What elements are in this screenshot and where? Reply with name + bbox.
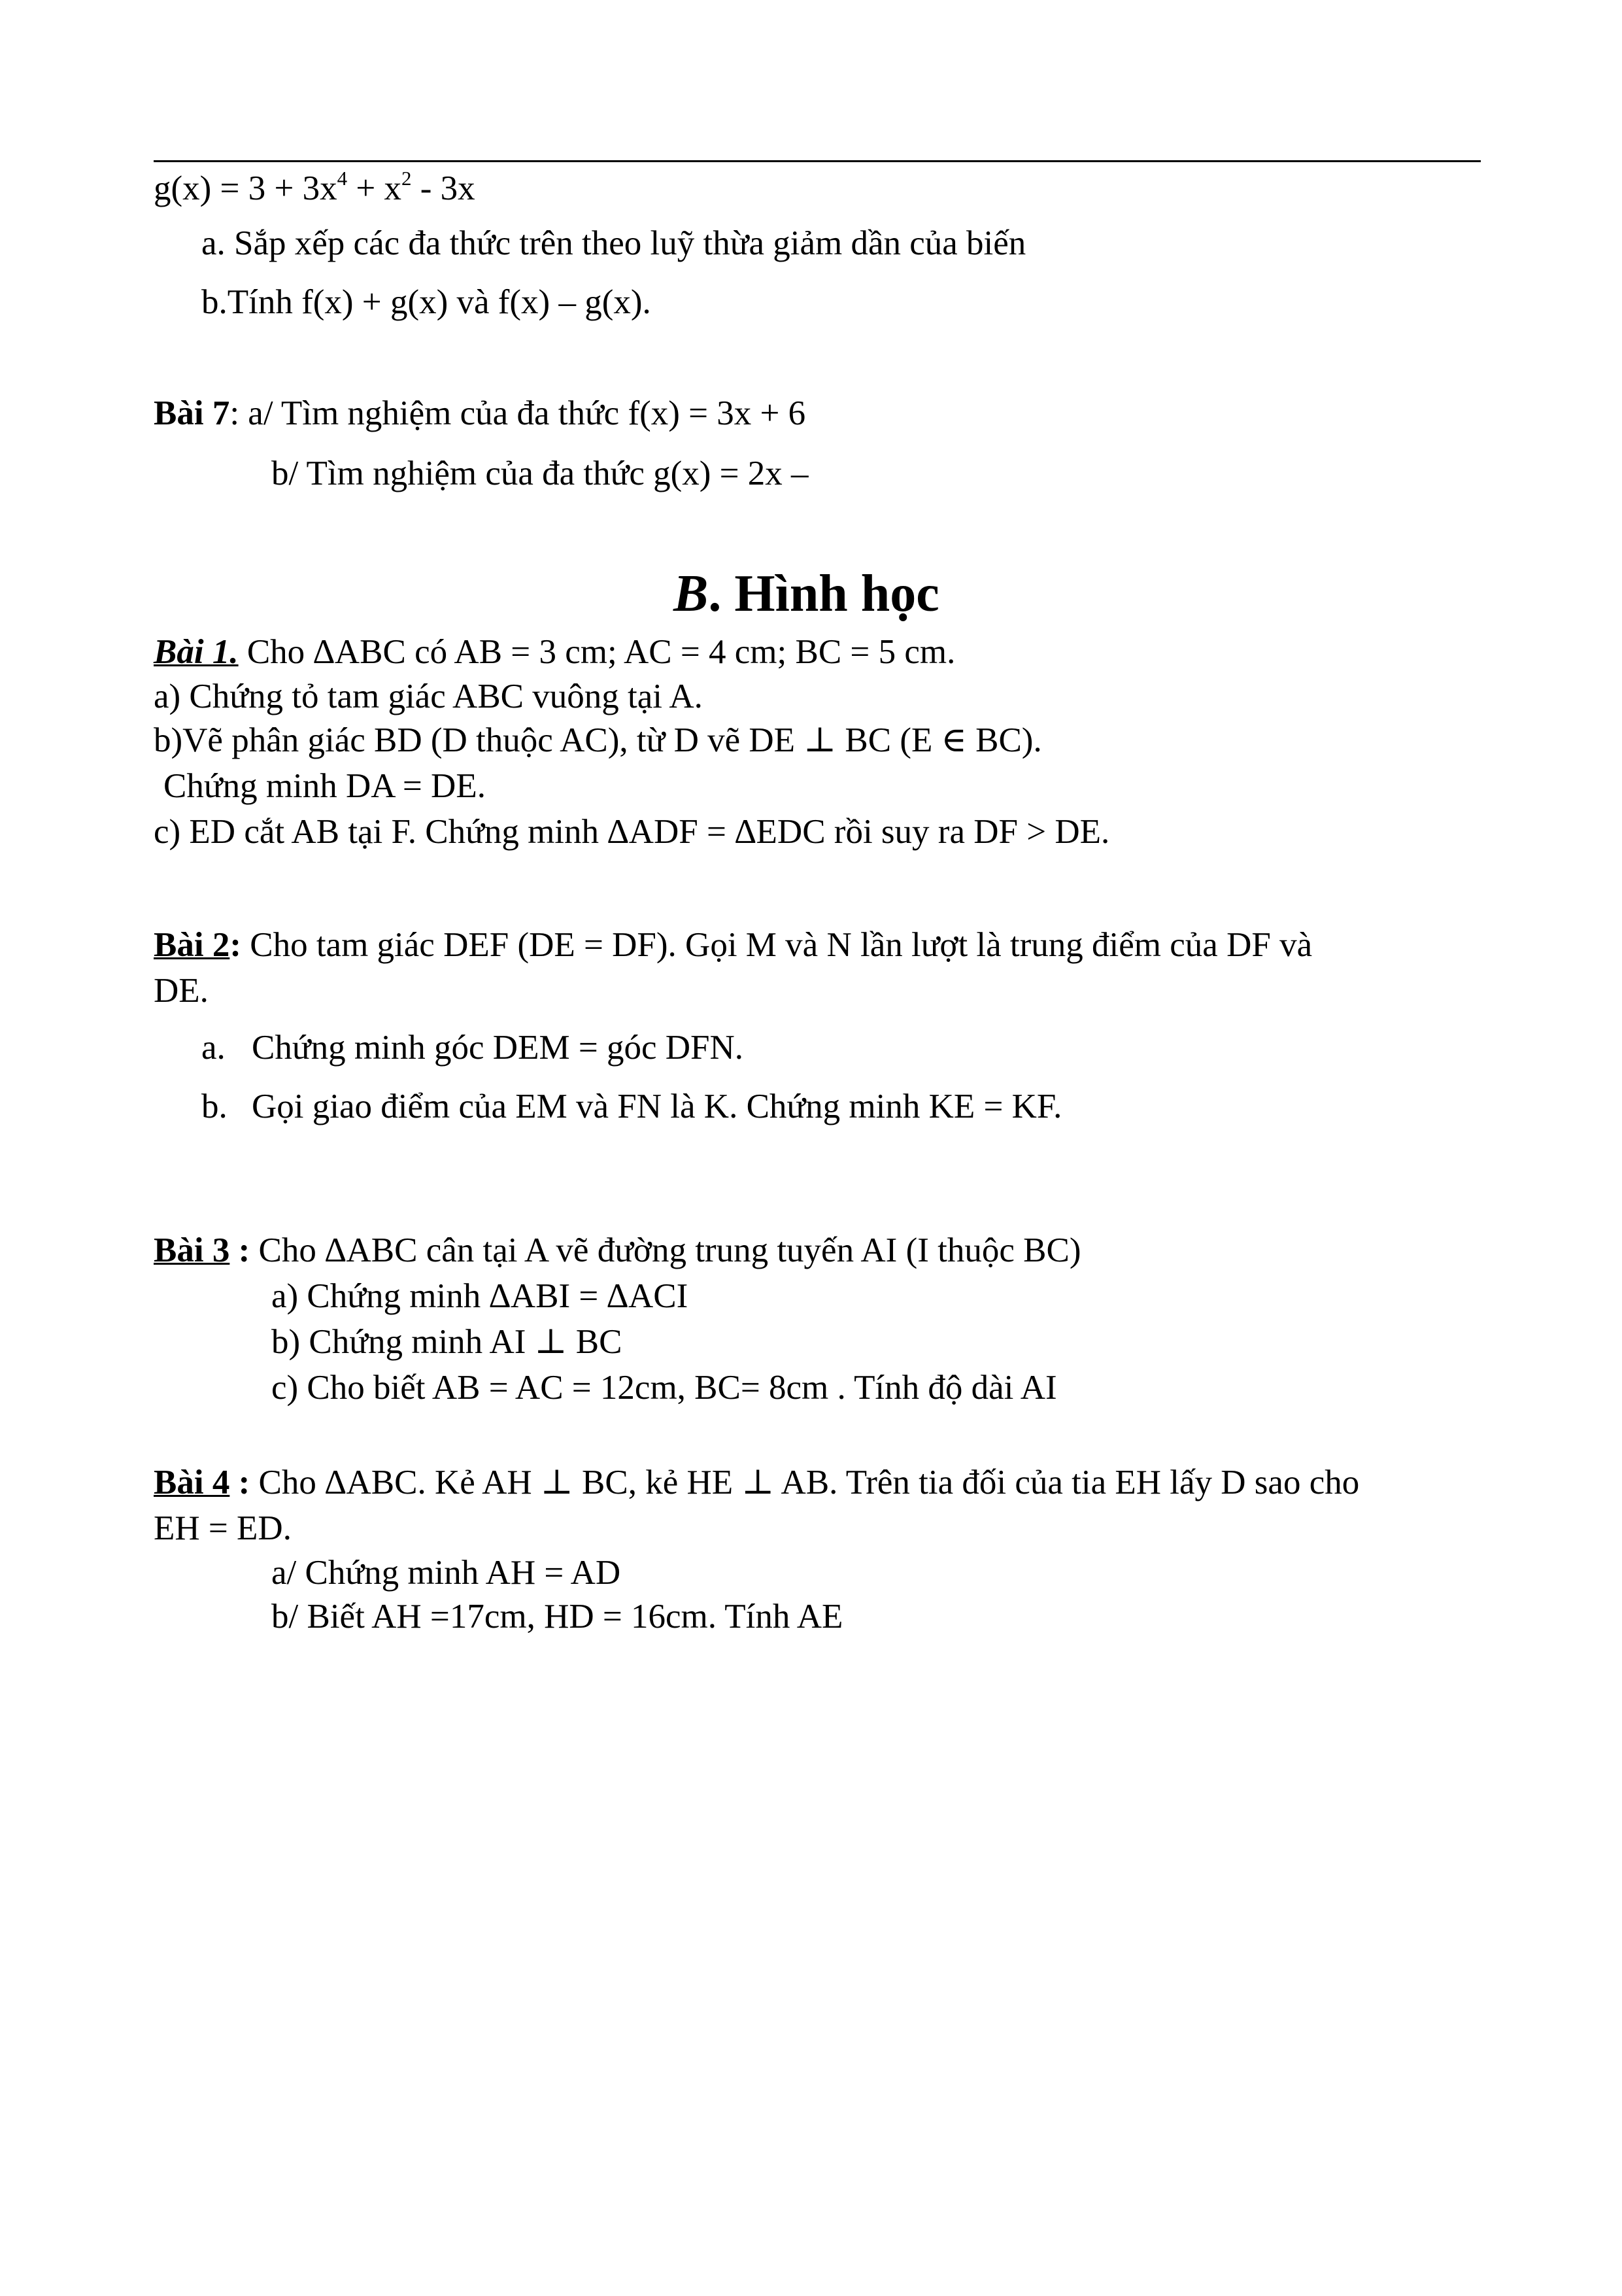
bai1-part-c: c) ED cắt AB tại F. Chứng minh ∆ADF = ∆EDC rồi suy ra DF > DE.	[154, 813, 1110, 851]
bai4-intro: Bài 4 : Cho ∆ABC. Kẻ AH ⊥ BC, kẻ HE ⊥ AB. Trên tia đối của tia EH lấy D sao cho	[154, 1464, 1360, 1501]
bai3-part-a: a) Chứng minh ∆ABI = ∆ACI	[271, 1277, 688, 1315]
bai2-intro-cont: DE.	[154, 972, 209, 1010]
bai3-part-b: b) Chứng minh AI ⊥ BC	[271, 1323, 622, 1361]
algebra-task-a: a. Sắp xếp các đa thức trên theo luỹ thừa giảm dần của biến	[201, 224, 1026, 262]
bai3-label: Bài 3	[154, 1231, 230, 1269]
bai1-part-a: a) Chứng tỏ tam giác ABC vuông tại A.	[154, 677, 703, 715]
bai4-part-a: a/ Chứng minh AH = AD	[271, 1554, 621, 1592]
bai1-part-b: b)Vẽ phân giác BD (D thuộc AC), từ D vẽ DE ⊥ BC (E ∈ BC).	[154, 721, 1042, 759]
bai4-label: Bài 4	[154, 1464, 230, 1501]
bai1-intro: Bài 1. Cho ∆ABC có AB = 3 cm; AC = 4 cm; BC = 5 cm.	[154, 633, 956, 671]
bai7-label: Bài 7	[154, 394, 230, 432]
g-polynomial: $g(x) = 3 + 3x^4 + x^2 - 3x$	[154, 167, 475, 207]
bai4-intro-cont: EH = ED.	[154, 1509, 292, 1547]
bai3-intro: Bài 3 : Cho ∆ABC cân tại A vẽ đường trung tuyến AI (I thuộc BC)	[154, 1231, 1081, 1269]
bai2-part-b-marker: b.	[201, 1088, 228, 1125]
bai2-intro: Bài 2: Cho tam giác DEF (DE = DF). Gọi M và N lần lượt là trung điểm của DF và	[154, 926, 1313, 964]
bai2-part-a: Chứng minh góc DEM = góc DFN.	[252, 1029, 744, 1067]
bai2-label: Bài 2	[154, 926, 230, 964]
bai4-part-b: b/ Biết AH =17cm, HD = 16cm. Tính AE	[271, 1598, 843, 1636]
bai7-part-a: Bài 7: a/ Tìm nghiệm của đa thức f(x) = 3x + 6	[154, 394, 806, 432]
header-rule	[154, 160, 1481, 162]
bai3-part-c: c) Cho biết AB = AC = 12cm, BC= 8cm . Tính độ dài AI	[271, 1369, 1057, 1407]
bai7-part-b: b/ Tìm nghiệm của đa thức g(x) = 2x –	[271, 454, 809, 492]
bai1-part-b-cont: Chứng minh DA = DE.	[163, 767, 486, 805]
algebra-task-b: b.Tính f(x) + g(x) và f(x) – g(x).	[201, 283, 651, 321]
bai1-label: Bài 1.	[154, 633, 239, 671]
bai2-part-a-marker: a.	[201, 1029, 226, 1067]
bai2-part-b: Gọi giao điểm của EM và FN là K. Chứng minh KE = KF.	[252, 1088, 1062, 1125]
section-b-heading: B. Hình học	[673, 565, 939, 623]
